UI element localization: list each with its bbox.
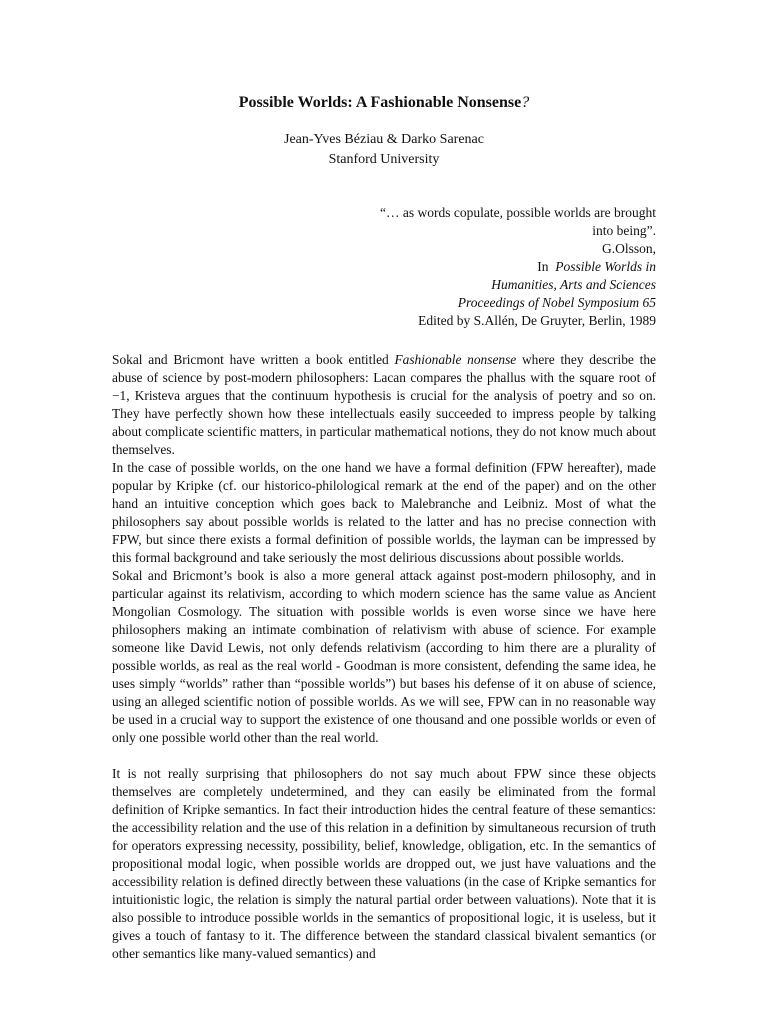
author-affiliation: Stanford University [328,152,440,167]
epigraph-source-line-1 [316,258,656,276]
epigraph-source-title: Possible Worlds in [555,259,656,274]
epigraph-edited: Edited by S.Allén, De Gruyter, Berlin, 1989 [418,313,656,328]
paper-title [0,93,768,113]
paragraph-4: It is not really surprising that philosophers do not say much about FPW since these objects themselves are completely undetermined, and they can easily be eliminated from the formal definition of Kripke semantics. In fact their introduction hides the central feature of these semantics: the accessibility relation and the use of this relation in a definition by simultaneous recursion of truth for operators expressing necessity, possibility, belief, knowledge, obligation, etc. In the semantics of propositional modal logic, when possible worlds are dropped out, we just have valuations and the accessibility relation is defined directly between these valuations (in the case of Kripke semantics for intuitionistic logic, the relation is simply the natural partial order between valuations). Note that it is also possible to introduce possible worlds in the semantics of propositional logic, it is useless, but it gives a touch of fantasy to it. The difference between the standard classical bivalent semantics (or other semantics like many-valued semantics) and [112,766,656,961]
epigraph [316,204,656,330]
author-names: Jean-Yves Béziau & Darko Sarenac [284,132,484,147]
author-block [0,130,768,170]
epigraph-quote-line-1: “… as words copulate, possible worlds are brought [380,205,656,220]
epigraph-source-line-3: Proceedings of Nobel Symposium 65 [457,295,656,310]
epigraph-source-line-2: Humanities, Arts and Sciences [491,277,656,292]
paragraph-3: Sokal and Bricmont’s book is also a more general attack against post-modern philosophy, and in particular against its relativism, according to which modern science has the same value as Ancient Mongolian Cosmology. The situation with possible worlds is even worse since we have here philosophers making an intimate combination of relativism with abuse of science. For example someone like David Lewis, not only defends relativism (according to him there are a plurality of possible worlds, as real as the real world - Goodman is more consistent, defending the same idea, he uses simply “worlds” rather than “possible worlds”) but bases his defense of it on abuse of science, using an alleged scientific notion of possible worlds. As we will see, FPW can in no reasonable way be used in a crucial way to support the existence of one thousand and one possible worlds or even of only one possible world other than the real world. [112,568,656,745]
paragraph-1-start: Sokal and Bricmont have written a book entitled [112,352,389,367]
paragraph-2: In the case of possible worlds, on the one hand we have a formal definition (FPW hereafter), made popular by Kripke (cf. our historico-philological remark at the end of the paper) and on the other hand an intuitive conception which goes back to Malebranche and Leibniz. Most of what the philosophers say about possible worlds is related to the latter and has no precise connection with FPW, but since there exists a formal definition of possible worlds, the layman can be impressed by this formal background and take seriously the most delirious discussions about possible worlds. [112,460,656,565]
title-main: Possible Worlds: A Fashionable Nonsense [238,94,522,111]
body-text [112,351,656,963]
book-title: Fashionable nonsense [394,352,517,367]
epigraph-in-label: In [537,259,549,274]
epigraph-quote-line-2: into being”. [592,223,656,238]
epigraph-author: G.Olsson, [601,241,656,256]
paragraph-1 [112,351,656,459]
paragraph-1-rest: where they describe the abuse of science by post-modern philosophers: Lacan compares the phallus with the square root of −1, Kristeva argues that the continuum hypothesis is crucial for the analysis of poetry and so on. They have perfectly shown how these intellectuals easily succeeded to impress people by talking about complicate scientific matters, in particular mathematical notions, they do not know much about themselves. [112,352,656,457]
title-question-mark: ? [521,94,530,111]
